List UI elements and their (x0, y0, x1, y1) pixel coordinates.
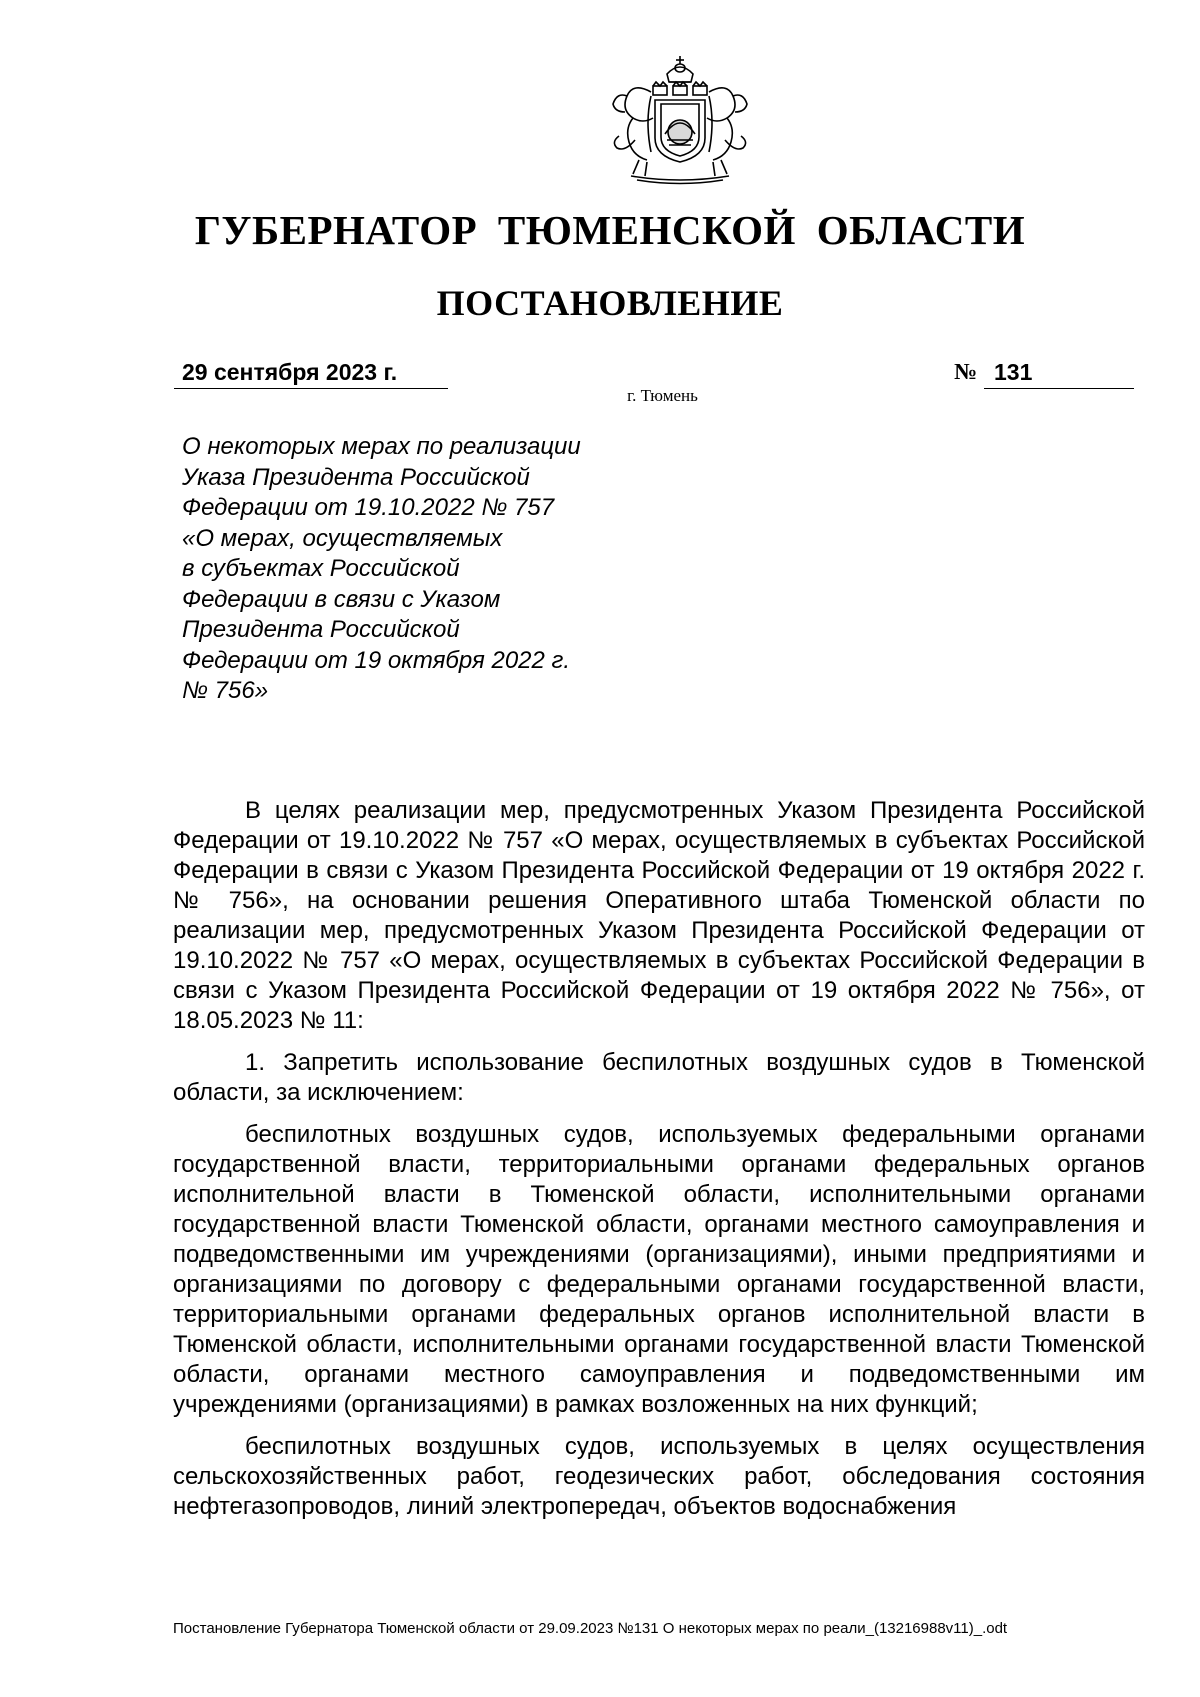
subject-line: Федерации в связи с Указом (182, 585, 501, 613)
coat-of-arms-emblem (595, 52, 765, 187)
document-date: 29 сентября 2023 г. (174, 355, 448, 389)
document-subject (182, 432, 702, 707)
document-number-label: № (954, 359, 978, 384)
document-city: г. Тюмень (627, 386, 698, 405)
exception-2-paragraph: беспилотных воздушных судов, используемых в целях осуществления сельскохозяйственных работ, геодезических работ, обследования состояния нефтегазопроводов, линий электропередач, объектов водоснабжения (173, 1433, 1145, 1520)
subject-line: «О мерах, осуществляемых (182, 524, 503, 552)
document-number: 131 (984, 355, 1134, 389)
item-1-paragraph: 1. Запретить использование беспилотных воздушных судов в Тюменской области, за исключением: (173, 1049, 1145, 1106)
subject-line: в субъектах Российской (182, 555, 460, 582)
preamble-paragraph: В целях реализации мер, предусмотренных Указом Президента Российской Федерации от 19.10.2022 № 757 «О мерах, осуществляемых в субъектах Российской Федерации в связи с Указом Президента Российской Федерации от 19 октября 2022 г. № 756», на основании решения Оперативного штаба Тюменской области по реализации мер, предусмотренных Указом Президента Российской Федерации от 19.10.2022 № 757 «О мерах, осуществляемых в субъектах Российской Федерации в связи с Указом Президента Российской Федерации от 19 октября 2022 № 756», от 18.05.2023 № 11: (173, 797, 1145, 1034)
subject-line: Федерации от 19.10.2022 № 757 (182, 494, 555, 521)
subject-line: № 756» (182, 677, 269, 704)
subject-line: Указа Президента Российской (182, 463, 530, 491)
subject-line: Президента Российской (182, 616, 460, 643)
subject-line: О некоторых мерах по реализации (182, 433, 581, 460)
organization-title: ГУБЕРНАТОР ТЮМЕНСКОЙ ОБЛАСТИ (194, 207, 1026, 253)
exception-1-paragraph: беспилотных воздушных судов, используемых федеральными органами государственной власти, территориальными органами федеральных органов исполнительной власти в Тюменской области, исполнительными органами государственной власти Тюменской области, органами местного самоуправления и подведомственными им учреждениями (организациями), иными предприятиями и организациями по договору с федеральными органами государственной власти, территориальными органами федеральных органов исполнительной власти в Тюменской области, исполнительными органами государственной власти Тюменской области, органами местного самоуправления и подведомственными им учреждениями (организациями) в рамках возложенных на них функций; (173, 1121, 1145, 1418)
document-body (173, 796, 1145, 1522)
document-type-title: ПОСТАНОВЛЕНИЕ (436, 283, 784, 323)
subject-line: Федерации от 19 октября 2022 г. (182, 646, 571, 674)
document-footer: Постановление Губернатора Тюменской области от 29.09.2023 №131 О некоторых мерах по реали_(13216988v11)_.odt (173, 1620, 1008, 1637)
